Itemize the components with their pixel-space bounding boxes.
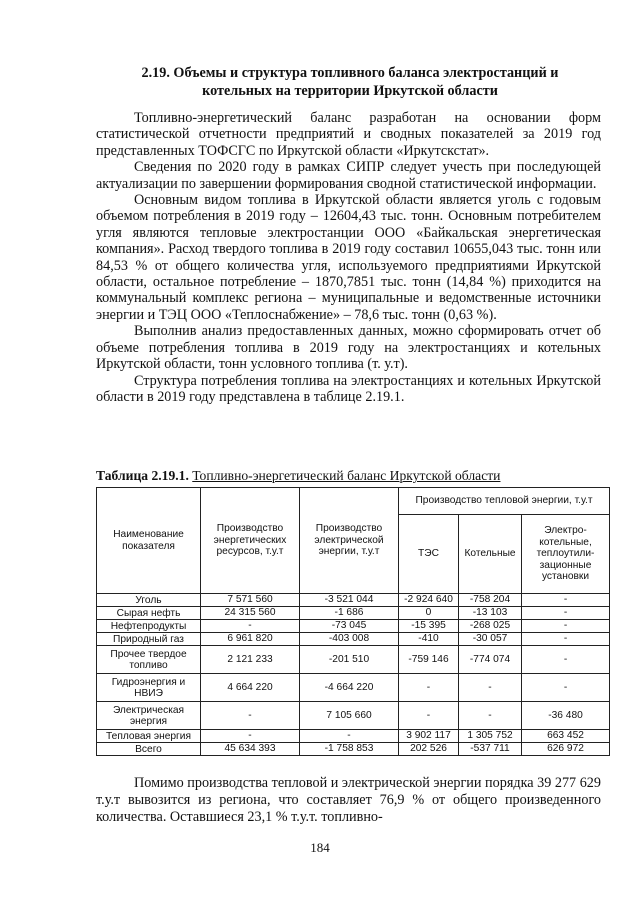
header-electric: Производство электрической энергии, т.у.т bbox=[300, 488, 399, 594]
row-label: Электрическая энергия bbox=[97, 702, 201, 730]
cell-tes: -410 bbox=[399, 633, 459, 646]
cell-boilers: -774 074 bbox=[459, 646, 522, 674]
cell-electro: 626 972 bbox=[522, 743, 610, 756]
cell-electro: - bbox=[522, 607, 610, 620]
cell-electric: -3 521 044 bbox=[300, 594, 399, 607]
cell-electric: -403 008 bbox=[300, 633, 399, 646]
row-label: Природный газ bbox=[97, 633, 201, 646]
cell-boilers: -13 103 bbox=[459, 607, 522, 620]
cell-electric: -4 664 220 bbox=[300, 674, 399, 702]
cell-resources: - bbox=[201, 620, 300, 633]
table-title: Топливно-энергетический баланс Иркутской области bbox=[192, 468, 501, 483]
cell-boilers: -758 204 bbox=[459, 594, 522, 607]
row-label: Прочее твердое топливо bbox=[97, 646, 201, 674]
row-label: Нефтепродукты bbox=[97, 620, 201, 633]
header-electro-boilers: Электро-котельные, теплоутили-зационные установки bbox=[522, 515, 610, 594]
cell-tes: -15 395 bbox=[399, 620, 459, 633]
cell-electric: -1 758 853 bbox=[300, 743, 399, 756]
cell-electro: - bbox=[522, 620, 610, 633]
cell-electric: -73 045 bbox=[300, 620, 399, 633]
body-text bbox=[96, 110, 601, 405]
cell-boilers: -537 711 bbox=[459, 743, 522, 756]
cell-electro: -36 480 bbox=[522, 702, 610, 730]
header-name: Наименование показателя bbox=[97, 488, 201, 594]
cell-tes: 202 526 bbox=[399, 743, 459, 756]
paragraph: Помимо производства тепловой и электрической энергии порядка 39 277 629 т.у.т вывозится из региона, что составляет 76,9 % от общего произведенного количества. Оставшиеся 23,1 % т.у.т. топливно- bbox=[96, 775, 601, 825]
table-row bbox=[97, 620, 610, 633]
table-row bbox=[97, 607, 610, 620]
row-label: Всего bbox=[97, 743, 201, 756]
cell-resources: 6 961 820 bbox=[201, 633, 300, 646]
cell-electro: 663 452 bbox=[522, 730, 610, 743]
row-label: Гидроэнергия и НВИЭ bbox=[97, 674, 201, 702]
table-row bbox=[97, 674, 610, 702]
paragraph: Выполнив анализ предоставленных данных, можно сформировать отчет об объеме потребления топлива в 2019 году на электростанциях и котельных Иркутской области, тонн условного топлива (т. у.т). bbox=[96, 323, 601, 373]
fuel-balance-table bbox=[96, 487, 610, 756]
cell-boilers: - bbox=[459, 702, 522, 730]
cell-electro: - bbox=[522, 633, 610, 646]
cell-tes: 3 902 117 bbox=[399, 730, 459, 743]
cell-tes: 0 bbox=[399, 607, 459, 620]
cell-boilers: -268 025 bbox=[459, 620, 522, 633]
table-number: Таблица 2.19.1. bbox=[96, 468, 189, 483]
header-heat-group: Производство тепловой энергии, т.у.т bbox=[399, 488, 610, 515]
cell-resources: 24 315 560 bbox=[201, 607, 300, 620]
table-row bbox=[97, 730, 610, 743]
table-row bbox=[97, 594, 610, 607]
cell-boilers: - bbox=[459, 674, 522, 702]
cell-tes: -759 146 bbox=[399, 646, 459, 674]
row-label: Тепловая энергия bbox=[97, 730, 201, 743]
cell-resources: 45 634 393 bbox=[201, 743, 300, 756]
table-row-total bbox=[97, 743, 610, 756]
section-heading: 2.19. Объемы и структура топливного баланса электростанций и котельных на территории Иркутской области bbox=[141, 65, 559, 99]
table-row bbox=[97, 633, 610, 646]
page-number: 184 bbox=[310, 840, 330, 855]
paragraph: Структура потребления топлива на электростанциях и котельных Иркутской области в 2019 году представлена в таблице 2.19.1. bbox=[96, 372, 601, 405]
cell-resources: - bbox=[201, 730, 300, 743]
header-boilers: Котельные bbox=[459, 515, 522, 594]
table-row bbox=[97, 702, 610, 730]
paragraph: Основным видом топлива в Иркутской области является уголь с годовым объемом потребления в 2019 году – 12604,43 тыс. тонн. Основным потребителем угля являются тепловые электростанции ООО «Байкальская энергетическая компания». Расход твердого топлива в 2019 году составил 10655,043 тыс. тонн или 84,53 % от общего количества угля, используемого предприятиями Иркутской области, остальное потребление – 1870,7851 тыс. тонн (14,84 %) приходится на коммунальный комплекс региона – муниципальные и ведомственные источники энергии и ТЭЦ ООО «Теплоснабжение» – 78,6 тыс. тонн (0,63 %). bbox=[96, 192, 601, 323]
cell-boilers: 1 305 752 bbox=[459, 730, 522, 743]
cell-electric: -1 686 bbox=[300, 607, 399, 620]
row-label: Сырая нефть bbox=[97, 607, 201, 620]
cell-resources: 2 121 233 bbox=[201, 646, 300, 674]
table-header-row bbox=[97, 488, 610, 515]
cell-resources: 4 664 220 bbox=[201, 674, 300, 702]
cell-electro: - bbox=[522, 646, 610, 674]
cell-resources: 7 571 560 bbox=[201, 594, 300, 607]
row-label: Уголь bbox=[97, 594, 201, 607]
table-row bbox=[97, 646, 610, 674]
cell-boilers: -30 057 bbox=[459, 633, 522, 646]
header-tes: ТЭС bbox=[399, 515, 459, 594]
table-caption bbox=[96, 468, 606, 484]
cell-electric: -201 510 bbox=[300, 646, 399, 674]
cell-electro: - bbox=[522, 594, 610, 607]
footer-text bbox=[96, 775, 601, 826]
paragraph: Топливно-энергетический баланс разработан на основании форм статистической отчетности предприятий и сводных показателей за 2019 год представленных ТОФСГС по Иркутской области «Иркутскстат». bbox=[96, 110, 601, 159]
cell-resources: - bbox=[201, 702, 300, 730]
header-resources: Производство энергетических ресурсов, т.у.т bbox=[201, 488, 300, 594]
cell-tes: -2 924 640 bbox=[399, 594, 459, 607]
cell-tes: - bbox=[399, 674, 459, 702]
paragraph: Сведения по 2020 году в рамках СИПР следует учесть при последующей актуализации по завершении формирования сводной статистической информации. bbox=[96, 159, 601, 192]
cell-tes: - bbox=[399, 702, 459, 730]
cell-electro: - bbox=[522, 674, 610, 702]
cell-electric: 7 105 660 bbox=[300, 702, 399, 730]
cell-electric: - bbox=[300, 730, 399, 743]
